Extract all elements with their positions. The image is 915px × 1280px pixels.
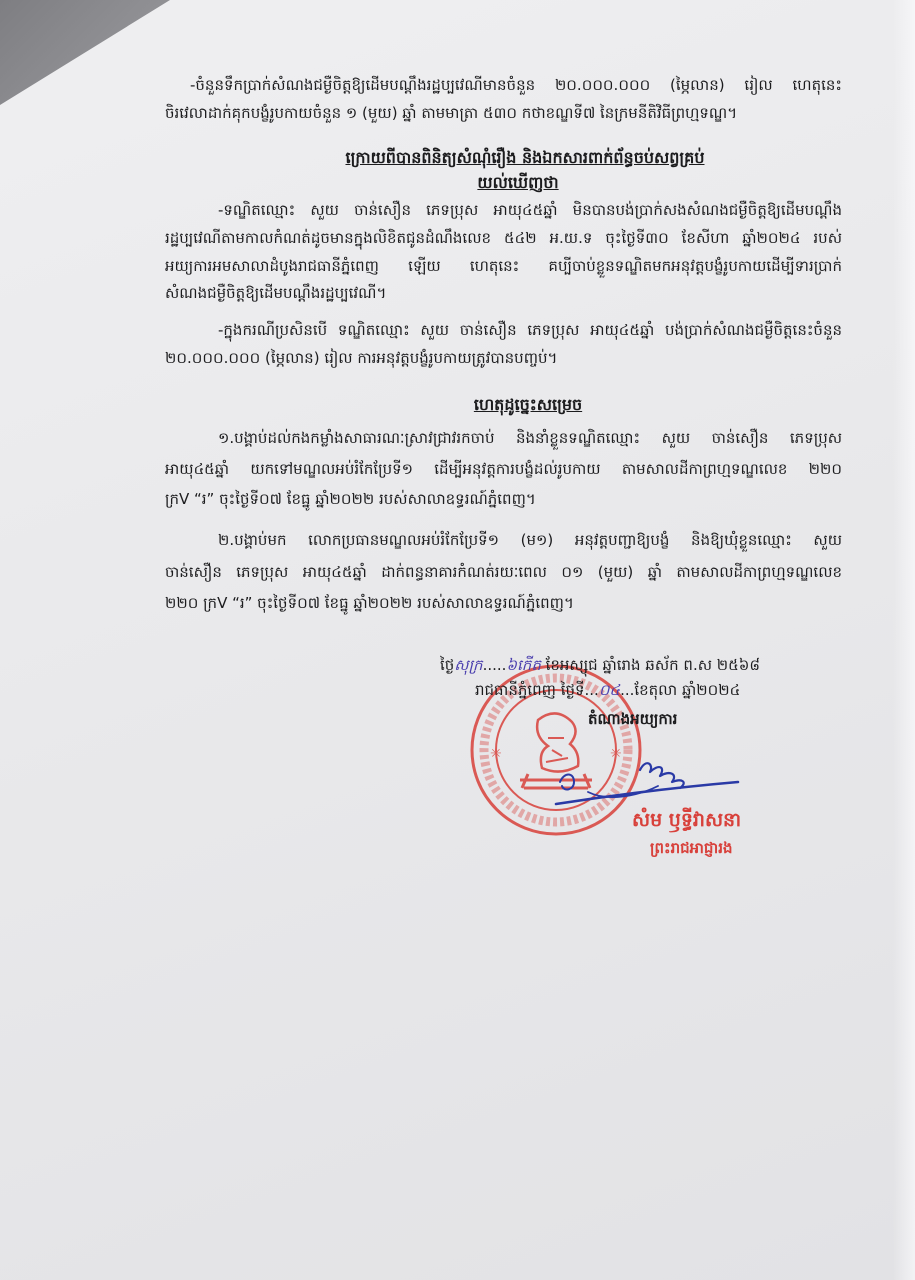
signature-stroke-flourish: [640, 763, 684, 788]
place-date-day: ០៤: [598, 681, 621, 699]
order-line: អាយុ៤៥ឆ្នាំ យកទៅមណ្ឌលអប់រំកែប្រែទី១ ដើម្បីអនុវត្តការបង្ខំដល់រូបកាយ តាមសាលដីកាព្រហ្មទណ្ឌលេខ ២២០: [165, 460, 842, 478]
order-line: ២២០ ក្រV “រ” ចុះថ្ងៃទី០៧ ខែធ្នូ ឆ្នាំ២០២២ របស់សាលាឧទ្ធរណ៍ភ្នំពេញ។: [165, 594, 574, 612]
intro-line: ចិរវេលាដាក់គុកបង្ខំរូបកាយចំនួន ១ (មួយ) ឆ្នាំ តាមមាត្រា ៥៣០ កថាខណ្ឌទី៧ នៃក្រមនីតិវិធីព្រហ្មទណ្ឌ។: [165, 104, 738, 122]
signatory-name: សំម ឫទ្ធីវាសនា: [632, 809, 742, 831]
background-corner: [0, 0, 170, 105]
order-line: ២.បង្គាប់មក លោកប្រធានមណ្ឌលអប់រំកែប្រែទី១ (ម១) អនុវត្តបញ្ជាឱ្យបង្ខំ និងឱ្យឃុំខ្លួនឈ្មោះ សួយ: [218, 531, 842, 549]
handwritten-signature: [548, 752, 748, 812]
decision-heading: ហេតុដូច្នេះសម្រេច: [473, 395, 583, 414]
finding-line: ២០.០០០.០០០ (ម្ភៃលាន) រៀល ការអនុវត្តបង្ខំរូបកាយត្រូវបានបញ្ចប់។: [165, 349, 558, 367]
lunar-date-line: [440, 653, 840, 677]
signature-stroke-main: [556, 782, 738, 804]
intro-line: -ចំនួនទឹកប្រាក់សំណងជម្ងឺចិត្តឱ្យដើមបណ្ដឹងរដ្ឋប្បវេណីមានចំនួន ២០.០០០.០០០ (ម្ភៃលាន) រៀល ហេតុនេះ: [190, 76, 842, 94]
finding-line: -ទណ្ឌិតឈ្មោះ សួយ ចាន់សឿន ភេទប្រុស អាយុ៤៥ឆ្នាំ មិនបានបង់ប្រាក់សងសំណងជម្ងឺចិត្តឱ្យដើមបណ្ដឹង: [218, 201, 842, 219]
place-date-prefix: រាជធានីភ្នំពេញ ថ្ងៃទី...: [475, 681, 599, 699]
place-date-line: [475, 678, 815, 702]
order-line: ចាន់សឿន ភេទប្រុស អាយុ៤៥ឆ្នាំ ដាក់ពន្ធនាគារកំណត់រយៈពេល ០១ (មួយ) ឆ្នាំ តាមសាលដីកាព្រហ្មទណ្ឌលេខ: [165, 563, 842, 581]
lunar-date-rest: ខែអស្សុជ ឆ្នាំរោង ឆស័ក ព.ស ២៥៦៨: [540, 656, 760, 674]
lunar-date-weekday: សុក្រ: [454, 656, 483, 674]
finding-line: អយ្យការអមសាលាដំបូងរាជធានីភ្នំពេញ ឡើយ ហេតុនេះ គប្បីចាប់ខ្លួនទណ្ឌិតមកអនុវត្តបង្ខំរូបកាយដើម្បីទារប្រាក់: [165, 257, 842, 275]
signature-stroke-loop: [560, 775, 574, 790]
seal-star-right: ✳: [610, 746, 622, 762]
order-line: ១.បង្គាប់ដល់កងកម្លាំងសាធារណៈស្រាវជ្រាវរកចាប់ និងនាំខ្លួនទណ្ឌិតឈ្មោះ សួយ ចាន់សឿន ភេទប្រុស: [218, 429, 842, 447]
review-heading: ក្រោយពីបានពិនិត្យសំណុំរឿង និងឯកសារពាក់ព័ន្ធចប់សព្វគ្រប់: [345, 148, 705, 167]
finding-line: -ក្នុងករណីប្រសិនបើ ទណ្ឌិតឈ្មោះ សួយ ចាន់សឿន ភេទប្រុស អាយុ៤៥ឆ្នាំ បង់ប្រាក់សំណងជម្ងឺចិត្តនេះចំនួន: [218, 321, 842, 339]
order-line: ក្រV “រ” ចុះថ្ងៃទី០៧ ខែធ្នូ ឆ្នាំ២០២២ របស់សាលាឧទ្ធរណ៍ភ្នំពេញ។: [165, 490, 536, 508]
finding-line: រដ្ឋប្បវេណីតាមកាលកំណត់ដូចមានក្នុងលិខិតជូនដំណឹងលេខ ៥៤២ អ.យ.ទ ចុះថ្ងៃទី៣០ ខែសីហា ឆ្នាំ២០២៤ របស់: [165, 229, 842, 247]
signatory-role: តំណាងអយ្យការ: [588, 710, 678, 728]
findings-heading: យល់ឃើញថា: [477, 173, 559, 192]
lunar-date-day: ៦កើត: [506, 656, 541, 674]
finding-line: សំណងជម្ងឺចិត្តឱ្យដើមបណ្ដឹងរដ្ឋប្បវេណី។: [165, 284, 387, 302]
seal-star-left: ✳: [490, 746, 502, 762]
place-date-rest: ...ខែតុលា ឆ្នាំ២០២៤: [620, 681, 741, 699]
paper-edge-highlight: [893, 0, 915, 1280]
signatory-title: ព្រះរាជអាជ្ញារង: [650, 839, 733, 857]
lunar-date-dots: .....: [482, 656, 507, 674]
lunar-date-prefix: ថ្ងៃ: [440, 656, 455, 674]
